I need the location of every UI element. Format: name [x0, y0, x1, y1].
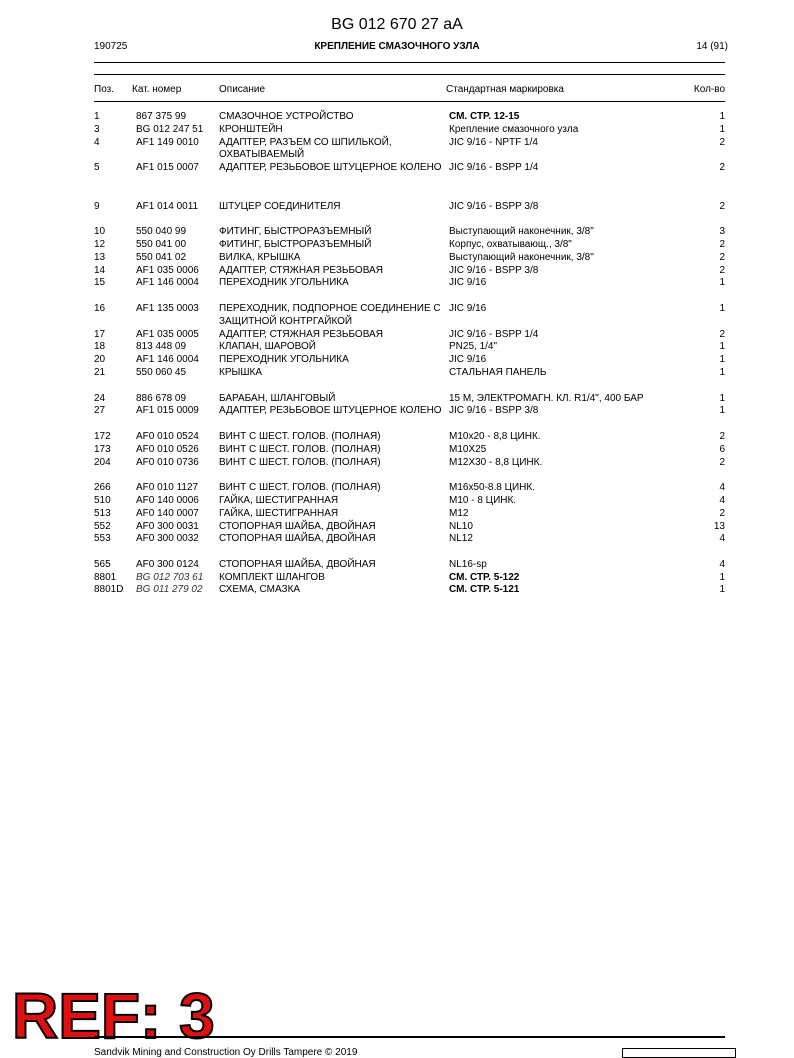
- table-row: [0, 226, 794, 239]
- table-row: [0, 444, 794, 457]
- cell-pos: 553: [94, 533, 111, 545]
- cell-cat: BG 011 279 02: [136, 584, 203, 596]
- cell-desc: АДАПТЕР, СТЯЖНАЯ РЕЗЬБОВАЯ: [219, 264, 383, 276]
- cell-pos: 16: [94, 302, 106, 314]
- cell-std: СМ. СТР. 5-122: [449, 571, 520, 583]
- cell-std: Крепление смазочного узла: [449, 123, 579, 135]
- table-row: [0, 329, 794, 342]
- cell-std: Выступающий наконечник, 3/8": [449, 226, 594, 238]
- cell-pos: 15: [94, 277, 106, 289]
- cell-qty: 2: [719, 328, 725, 340]
- page-title: КРЕПЛЕНИЕ СМАЗОЧНОГО УЗЛА: [314, 41, 480, 52]
- cell-desc: АДАПТЕР, РЕЗЬБОВОЕ ШТУЦЕРНОЕ КОЛЕНО: [219, 405, 442, 417]
- table-row: [0, 354, 794, 367]
- cell-pos: 20: [94, 354, 106, 366]
- table-row: [0, 265, 794, 278]
- cell-std: JIC 9/16 - BSPP 3/8: [449, 200, 539, 212]
- page-number: 14 (91): [696, 41, 728, 52]
- cell-desc: КОМПЛЕКТ ШЛАНГОВ: [219, 571, 325, 583]
- cell-desc: АДАПТЕР, РАЗЪЕМ СО ШПИЛЬКОЙ, ОХВАТЫВАЕМЫЙ: [219, 136, 392, 161]
- table-row: [0, 341, 794, 354]
- cell-desc: КРОНШТЕЙН: [219, 123, 283, 135]
- cell-desc: ПЕРЕХОДНИК УГОЛЬНИКА: [219, 277, 349, 289]
- cell-desc: ГАЙКА, ШЕСТИГРАННАЯ: [219, 494, 339, 506]
- cell-std: JIC 9/16 - NPTF 1/4: [449, 136, 538, 148]
- table-row: [0, 201, 794, 214]
- cell-pos: 565: [94, 558, 111, 570]
- cell-std: M12X30 - 8,8 ЦИНК.: [449, 456, 543, 468]
- cell-pos: 12: [94, 238, 106, 250]
- cell-cat: AF1 035 0006: [136, 264, 199, 276]
- cell-std: NL12: [449, 533, 473, 545]
- cell-std: СТАЛЬНАЯ ПАНЕЛЬ: [449, 366, 547, 378]
- cell-desc: ШТУЦЕР СОЕДИНИТЕЛЯ: [219, 200, 341, 212]
- cell-pos: 24: [94, 392, 106, 404]
- footer-divider: [94, 1036, 725, 1038]
- cell-std: JIC 9/16: [449, 302, 487, 314]
- parts-table: [0, 111, 794, 597]
- cell-desc: СМАЗОЧНОЕ УСТРОЙСТВО: [219, 111, 354, 122]
- cell-std: NL10: [449, 520, 473, 532]
- cell-pos: 510: [94, 494, 111, 506]
- cell-pos: 3: [94, 123, 100, 135]
- cell-pos: 10: [94, 226, 106, 238]
- cell-pos: 8801D: [94, 584, 124, 596]
- cell-cat: BG 012 247 51: [136, 123, 204, 135]
- cell-cat: 867 375 99: [136, 111, 187, 122]
- cell-qty: 6: [719, 443, 725, 455]
- table-row: [0, 508, 794, 521]
- cell-cat: AF0 300 0032: [136, 533, 199, 545]
- cell-qty: 1: [719, 571, 725, 583]
- column-header-qty: Кол-во: [693, 84, 725, 95]
- table-row: [0, 521, 794, 534]
- cell-cat: AF0 140 0007: [136, 507, 199, 519]
- cell-qty: 3: [719, 226, 725, 238]
- cell-qty: 4: [719, 482, 725, 494]
- cell-cat: AF0 010 0526: [136, 443, 199, 455]
- cell-pos: 513: [94, 507, 111, 519]
- cell-cat: AF0 300 0124: [136, 558, 199, 570]
- cell-qty: 1: [719, 341, 725, 353]
- cell-qty: 1: [719, 277, 725, 289]
- table-row: [0, 405, 794, 431]
- cell-pos: 21: [94, 366, 106, 378]
- cell-std: Корпус, охватывающ., 3/8": [449, 238, 572, 250]
- cell-qty: 1: [719, 123, 725, 135]
- cell-qty: 1: [719, 366, 725, 378]
- cell-std: M12: [449, 507, 469, 519]
- cell-pos: 1: [94, 111, 100, 122]
- cell-cat: 550 041 02: [136, 251, 187, 263]
- cell-cat: AF0 140 0006: [136, 494, 199, 506]
- cell-cat: AF1 135 0003: [136, 302, 199, 314]
- table-row: [0, 137, 794, 163]
- table-row: [0, 277, 794, 290]
- cell-desc: ВИЛКА, КРЫШКА: [219, 251, 301, 263]
- cell-desc: СХЕМА, СМАЗКА: [219, 584, 301, 596]
- table-row: [0, 252, 794, 265]
- cell-pos: 8801: [94, 571, 117, 583]
- cell-std: СМ. СТР. 12-15: [449, 111, 520, 122]
- cell-std: JIC 9/16: [449, 354, 487, 366]
- column-header-cat: Кат. номер: [132, 84, 182, 95]
- footer-logo-box: [622, 1048, 736, 1058]
- cell-qty: 4: [719, 533, 725, 545]
- cell-std: M10 - 8 ЦИНК.: [449, 494, 517, 506]
- cell-std: JIC 9/16 - BSPP 1/4: [449, 328, 539, 340]
- cell-std: JIC 9/16: [449, 277, 487, 289]
- cell-cat: AF0 300 0031: [136, 520, 199, 532]
- cell-desc: ГАЙКА, ШЕСТИГРАННАЯ: [219, 507, 339, 519]
- copyright-footer: Sandvik Mining and Construction Oy Drills Tampere © 2019: [94, 1047, 358, 1058]
- cell-cat: AF1 146 0004: [136, 277, 199, 289]
- cell-qty: 4: [719, 494, 725, 506]
- cell-pos: 266: [94, 482, 111, 494]
- cell-cat: AF1 015 0009: [136, 405, 199, 417]
- cell-desc: ПЕРЕХОДНИК, ПОДПОРНОЕ СОЕДИНЕНИЕ С ЗАЩИТНОЙ КОНТРГАЙКОЙ: [219, 302, 441, 327]
- cell-cat: 886 678 09: [136, 392, 187, 404]
- cell-std: M16x50-8.8 ЦИНК.: [449, 482, 535, 494]
- cell-qty: 1: [719, 111, 725, 122]
- cell-pos: 18: [94, 341, 106, 353]
- table-row: [0, 482, 794, 495]
- cell-desc: ВИНТ С ШЕСТ. ГОЛОВ. (ПОЛНАЯ): [219, 482, 381, 494]
- cell-qty: 2: [719, 162, 725, 174]
- cell-cat: AF1 015 0007: [136, 162, 199, 174]
- cell-std: PN25, 1/4": [449, 341, 498, 353]
- cell-qty: 2: [719, 200, 725, 212]
- cell-qty: 2: [719, 456, 725, 468]
- table-row: [0, 393, 794, 406]
- table-row: [0, 303, 794, 329]
- table-row: [0, 239, 794, 252]
- cell-desc: ФИТИНГ, БЫСТРОРАЗЪЕМНЫЙ: [219, 226, 372, 238]
- cell-pos: 27: [94, 405, 106, 417]
- cell-desc: ВИНТ С ШЕСТ. ГОЛОВ. (ПОЛНАЯ): [219, 443, 381, 455]
- column-header-std: Стандартная маркировка: [446, 84, 564, 95]
- cell-pos: 173: [94, 443, 111, 455]
- ref-stamp: REF: 3: [12, 980, 215, 1052]
- date-code: 190725: [94, 41, 128, 52]
- cell-qty: 1: [719, 354, 725, 366]
- cell-qty: 1: [719, 302, 725, 314]
- cell-pos: 13: [94, 251, 106, 263]
- table-row: [0, 124, 794, 137]
- cell-qty: 1: [719, 405, 725, 417]
- cell-std: M10x20 - 8,8 ЦИНК.: [449, 430, 541, 442]
- cell-desc: КРЫШКА: [219, 366, 263, 378]
- cell-desc: СТОПОРНАЯ ШАЙБА, ДВОЙНАЯ: [219, 533, 376, 545]
- cell-cat: AF1 035 0005: [136, 328, 199, 340]
- table-row: [0, 572, 794, 585]
- column-header-pos: Поз.: [94, 84, 114, 95]
- cell-desc: СТОПОРНАЯ ШАЙБА, ДВОЙНАЯ: [219, 558, 376, 570]
- cell-desc: ВИНТ С ШЕСТ. ГОЛОВ. (ПОЛНАЯ): [219, 456, 381, 468]
- table-row: [0, 584, 794, 597]
- cell-cat: 550 040 99: [136, 226, 187, 238]
- cell-qty: 4: [719, 558, 725, 570]
- cell-desc: ВИНТ С ШЕСТ. ГОЛОВ. (ПОЛНАЯ): [219, 430, 381, 442]
- table-row: [0, 495, 794, 508]
- cell-cat: AF1 146 0004: [136, 354, 199, 366]
- cell-cat: AF1 014 0011: [136, 200, 199, 212]
- cell-cat: BG 012 703 61: [136, 571, 204, 583]
- cell-cat: AF0 010 1127: [136, 482, 199, 494]
- cell-std: 15 М, ЭЛЕКТРОМАГН. КЛ. R1/4", 400 БАР: [449, 392, 644, 404]
- table-row: [0, 559, 794, 572]
- cell-qty: 1: [719, 584, 725, 596]
- cell-qty: 2: [719, 430, 725, 442]
- cell-desc: СТОПОРНАЯ ШАЙБА, ДВОЙНАЯ: [219, 520, 376, 532]
- cell-cat: AF0 010 0736: [136, 456, 199, 468]
- cell-cat: 550 060 45: [136, 366, 187, 378]
- cell-pos: 172: [94, 430, 111, 442]
- cell-pos: 204: [94, 456, 111, 468]
- cell-desc: АДАПТЕР, РЕЗЬБОВОЕ ШТУЦЕРНОЕ КОЛЕНО: [219, 162, 442, 174]
- cell-std: JIC 9/16 - BSPP 3/8: [449, 264, 539, 276]
- cell-qty: 13: [713, 520, 725, 532]
- cell-cat: 813 448 09: [136, 341, 187, 353]
- cell-cat: AF0 010 0524: [136, 430, 199, 442]
- cell-qty: 2: [719, 136, 725, 148]
- cell-desc: БАРАБАН, ШЛАНГОВЫЙ: [219, 392, 336, 404]
- column-header-desc: Описание: [219, 84, 266, 95]
- cell-qty: 2: [719, 264, 725, 276]
- cell-std: Выступающий наконечник, 3/8": [449, 251, 594, 263]
- table-row: [0, 431, 794, 444]
- cell-pos: 14: [94, 264, 106, 276]
- divider: [94, 101, 725, 102]
- cell-pos: 552: [94, 520, 111, 532]
- cell-desc: АДАПТЕР, СТЯЖНАЯ РЕЗЬБОВАЯ: [219, 328, 383, 340]
- cell-pos: 5: [94, 162, 100, 174]
- cell-desc: КЛАПАН, ШАРОВОЙ: [219, 341, 316, 353]
- cell-std: NL16-sp: [449, 558, 487, 570]
- divider: [94, 62, 725, 63]
- cell-std: СМ. СТР. 5-121: [449, 584, 520, 596]
- document-number: BG 012 670 27 aA: [331, 16, 463, 33]
- cell-qty: 2: [719, 238, 725, 250]
- cell-pos: 9: [94, 200, 100, 212]
- cell-desc: ПЕРЕХОДНИК УГОЛЬНИКА: [219, 354, 349, 366]
- cell-pos: 17: [94, 328, 106, 340]
- table-row: [0, 162, 794, 188]
- cell-std: JIC 9/16 - BSPP 3/8: [449, 405, 539, 417]
- cell-std: M10X25: [449, 443, 487, 455]
- table-row: [0, 111, 794, 124]
- table-row: [0, 533, 794, 546]
- cell-pos: 4: [94, 136, 100, 148]
- cell-std: JIC 9/16 - BSPP 1/4: [449, 162, 539, 174]
- divider: [94, 74, 725, 75]
- cell-cat: 550 041 00: [136, 238, 187, 250]
- cell-qty: 1: [719, 392, 725, 404]
- cell-cat: AF1 149 0010: [136, 136, 199, 148]
- table-row: [0, 367, 794, 380]
- cell-qty: 2: [719, 507, 725, 519]
- cell-desc: ФИТИНГ, БЫСТРОРАЗЪЕМНЫЙ: [219, 238, 372, 250]
- table-row: [0, 457, 794, 470]
- cell-qty: 2: [719, 251, 725, 263]
